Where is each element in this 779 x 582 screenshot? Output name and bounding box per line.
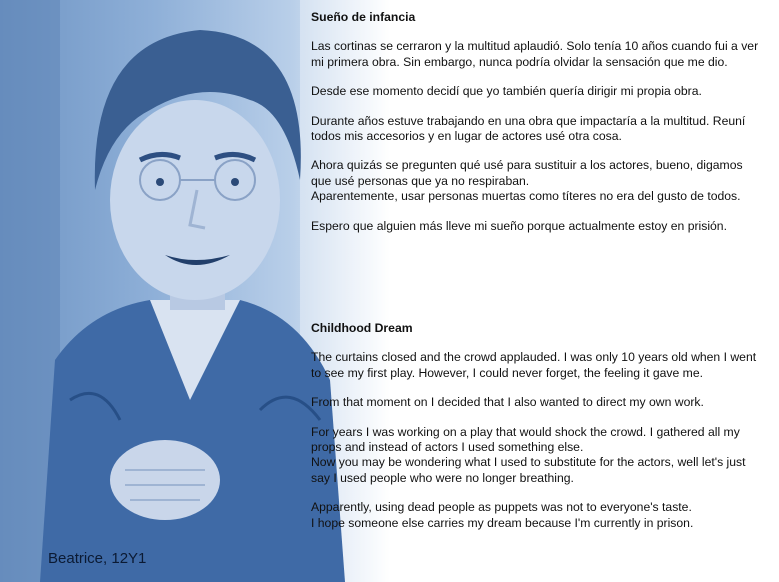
- english-section: [311, 321, 766, 545]
- english-paragraph: Apparently, using dead people as puppets was not to everyone's taste.: [311, 500, 692, 515]
- english-paragraph: For years I was working on a play that would shock the crowd. I gathered all my props and instead of actors I used something else.: [311, 424, 740, 455]
- spanish-section: [311, 10, 766, 248]
- spanish-paragraph: Las cortinas se cerraron y la multitud aplaudió. Solo tenía 10 años cuando fui a ver mi primera obra. Sin embargo, nunca podría olvidar la sensación que me dio.: [311, 39, 759, 69]
- english-title: Childhood Dream: [311, 321, 413, 335]
- author-caption: Beatrice, 12Y1: [48, 550, 147, 567]
- spanish-paragraph: Espero que alguien más lleve mi sueño porque actualmente estoy en prisión.: [311, 218, 727, 233]
- english-paragraph: I hope someone else carries my dream because I'm currently in prison.: [311, 515, 694, 530]
- spanish-title: Sueño de infancia: [311, 10, 416, 24]
- english-paragraph: Now you may be wondering what I used to substitute for the actors, well let's just say I used people who were no longer breathing.: [311, 455, 746, 485]
- spanish-paragraph: Aparentemente, usar personas muertas como títeres no era del gusto de todos.: [311, 189, 741, 204]
- spanish-paragraph: Durante años estuve trabajando en una obra que impactaría a la multitud. Reuní todos mis accesorios y en lugar de actores usé otra cosa.: [311, 113, 746, 144]
- spanish-paragraph: Desde ese momento decidí que yo también quería dirigir mi propia obra.: [311, 84, 702, 99]
- spanish-paragraph: Ahora quizás se pregunten qué usé para sustituir a los actores, bueno, digamos que usé personas que ya no respiraban.: [311, 158, 743, 188]
- english-paragraph: The curtains closed and the crowd applauded. I was only 10 years old when I went to see my first play. However, I could never forget, the feeling it gave me.: [311, 350, 757, 380]
- english-paragraph: From that moment on I decided that I also wanted to direct my own work.: [311, 395, 704, 410]
